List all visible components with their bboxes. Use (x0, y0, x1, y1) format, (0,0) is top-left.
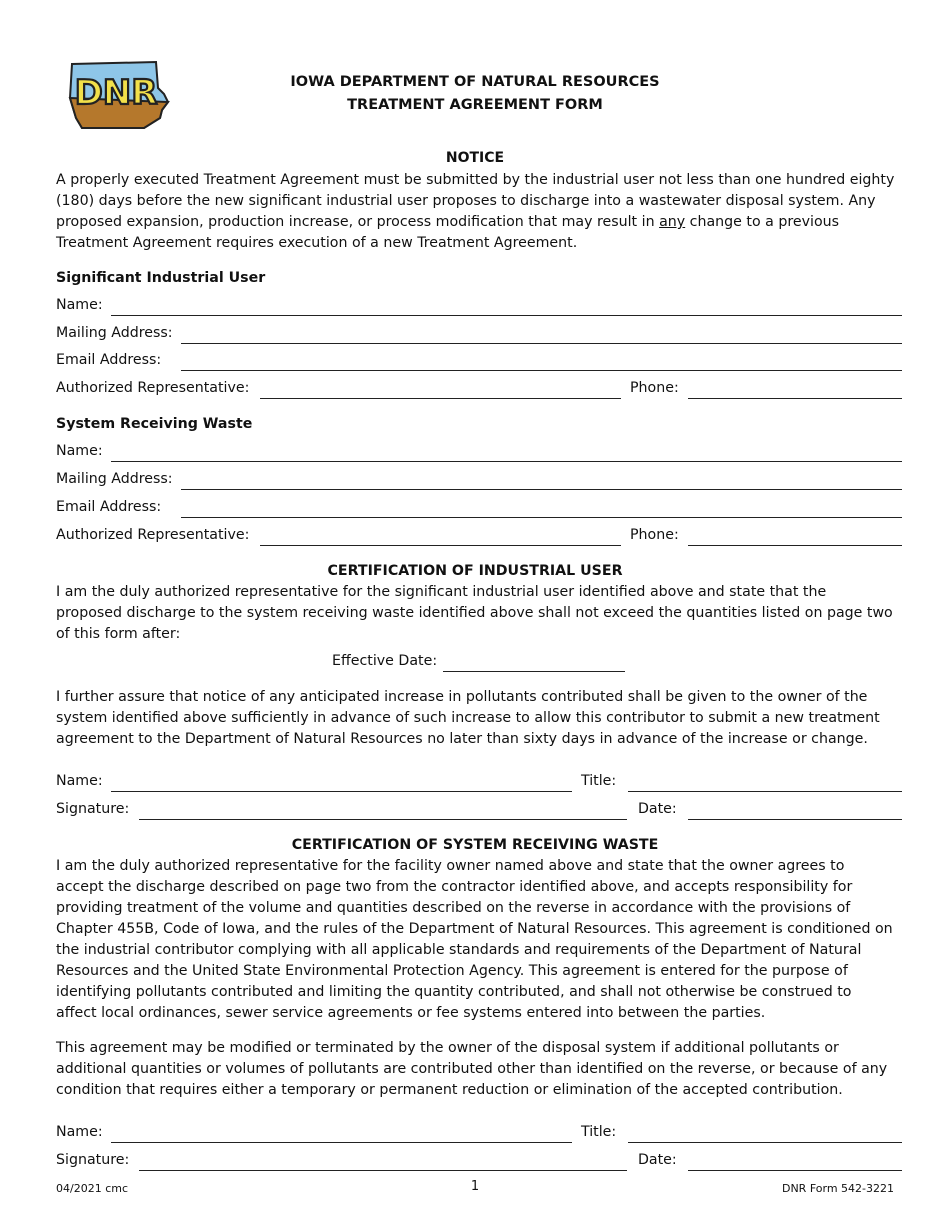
cert-srw-signature-field[interactable] (139, 1170, 627, 1171)
effective-date-label: Effective Date: (332, 653, 438, 669)
footer-revision: 04/2021 cmc (56, 1182, 129, 1195)
cert-iu-title-field[interactable] (628, 791, 902, 792)
footer-form-number: DNR Form 542-3221 (781, 1182, 894, 1195)
dnr-logo (64, 58, 172, 130)
siu-section-title: Significant Industrial User (56, 270, 266, 286)
cert-srw-date-field[interactable] (688, 1170, 902, 1171)
siu-phone-label: Phone: (630, 380, 679, 396)
siu-rep-field[interactable] (260, 398, 621, 399)
svg-text:DNR: DNR (74, 73, 158, 113)
cert-iu-para2: I further assure that notice of any anticipated increase in pollutants contributed shall be given to the owner of the system identified above sufficiently in advance of such increase to allow this contributor to submit a new treatment agreement to the Department of Natural Resources no later than sixty days in advance of the increase or change. (56, 689, 880, 747)
srw-rep-label: Authorized Representative: (56, 527, 250, 543)
siu-name-field[interactable] (111, 315, 902, 316)
cert-iu-title-label: Title: (581, 773, 617, 789)
agency-name: IOWA DEPARTMENT OF NATURAL RESOURCES (290, 74, 660, 90)
siu-email-field[interactable] (181, 370, 902, 371)
cert-srw-title: CERTIFICATION OF SYSTEM RECEIVING WASTE (291, 837, 659, 853)
cert-iu-title: CERTIFICATION OF INDUSTRIAL USER (327, 563, 623, 579)
cert-iu-signature-field[interactable] (139, 819, 627, 820)
siu-phone-field[interactable] (688, 398, 902, 399)
srw-email-field[interactable] (181, 517, 902, 518)
srw-section-title: System Receiving Waste (56, 416, 253, 432)
srw-phone-field[interactable] (688, 545, 902, 546)
siu-rep-label: Authorized Representative: (56, 380, 250, 396)
siu-mailing-field[interactable] (181, 343, 902, 344)
cert-srw-para1: I am the duly authorized representative for the facility owner named above and state that the owner agrees to accept the discharge described on page two from the contractor identified above, and accepts responsibility for providing treatment of the volume and quantities described on the reverse in accordance with the provisions of Chapter 455B, Code of Iowa, and the rules of the Department of Natural Resources. This agreement is conditioned on the industrial contributor complying with all applicable standards and requirements of the Department of Natural Resources and the United State Environmental Protection Agency. This agreement is entered for the purpose of identifying pollutants contributed and limiting the quantity contributed, and shall not otherwise be construed to affect local ordinances, sewer service agreements or fee systems entered into between the parties. (56, 858, 893, 1021)
cert-srw-name-field[interactable] (111, 1142, 572, 1143)
cert-srw-signature-label: Signature: (56, 1152, 130, 1168)
cert-iu-name-label: Name: (56, 773, 103, 789)
srw-email-label: Email Address: (56, 499, 162, 515)
siu-email-label: Email Address: (56, 352, 162, 368)
notice-text: A properly executed Treatment Agreement must be submitted by the industrial user not less than one hundred eighty (180) days before the new significant industrial user proposes to discharge into a wastewater disposal system. Any proposed expansion, production increase, or process modification that may result in any change to a previous Treatment Agreement requires execution of a new Treatment Agreement. (56, 172, 895, 251)
form-title: TREATMENT AGREEMENT FORM (347, 97, 603, 113)
cert-iu-para1: I am the duly authorized representative for the significant industrial user identified above and state that the proposed discharge to the system receiving waste identified above shall not exceed the quantities listed on page two of this form after: (56, 584, 893, 642)
cert-srw-title-field[interactable] (628, 1142, 902, 1143)
cert-iu-date-field[interactable] (688, 819, 902, 820)
cert-srw-para2: This agreement may be modified or terminated by the owner of the disposal system if additional pollutants or additional quantities or volumes of pollutants are contributed other than identified on the reverse, or because of any condition that requires either a temporary or permanent reduction or elimination of the accepted contribution. (56, 1040, 888, 1098)
cert-srw-title-label: Title: (581, 1124, 617, 1140)
srw-phone-label: Phone: (630, 527, 679, 543)
srw-rep-field[interactable] (260, 545, 621, 546)
cert-srw-date-label: Date: (638, 1152, 677, 1168)
cert-iu-signature-label: Signature: (56, 801, 130, 817)
cert-iu-name-field[interactable] (111, 791, 572, 792)
srw-mailing-label: Mailing Address: (56, 471, 173, 487)
cert-iu-date-label: Date: (638, 801, 677, 817)
siu-name-label: Name: (56, 297, 103, 313)
srw-name-field[interactable] (111, 461, 902, 462)
effective-date-field[interactable] (443, 671, 625, 672)
siu-mailing-label: Mailing Address: (56, 325, 173, 341)
cert-srw-name-label: Name: (56, 1124, 103, 1140)
srw-name-label: Name: (56, 443, 103, 459)
srw-mailing-field[interactable] (181, 489, 902, 490)
page-number: 1 (470, 1179, 480, 1194)
notice-title: NOTICE (445, 150, 505, 166)
